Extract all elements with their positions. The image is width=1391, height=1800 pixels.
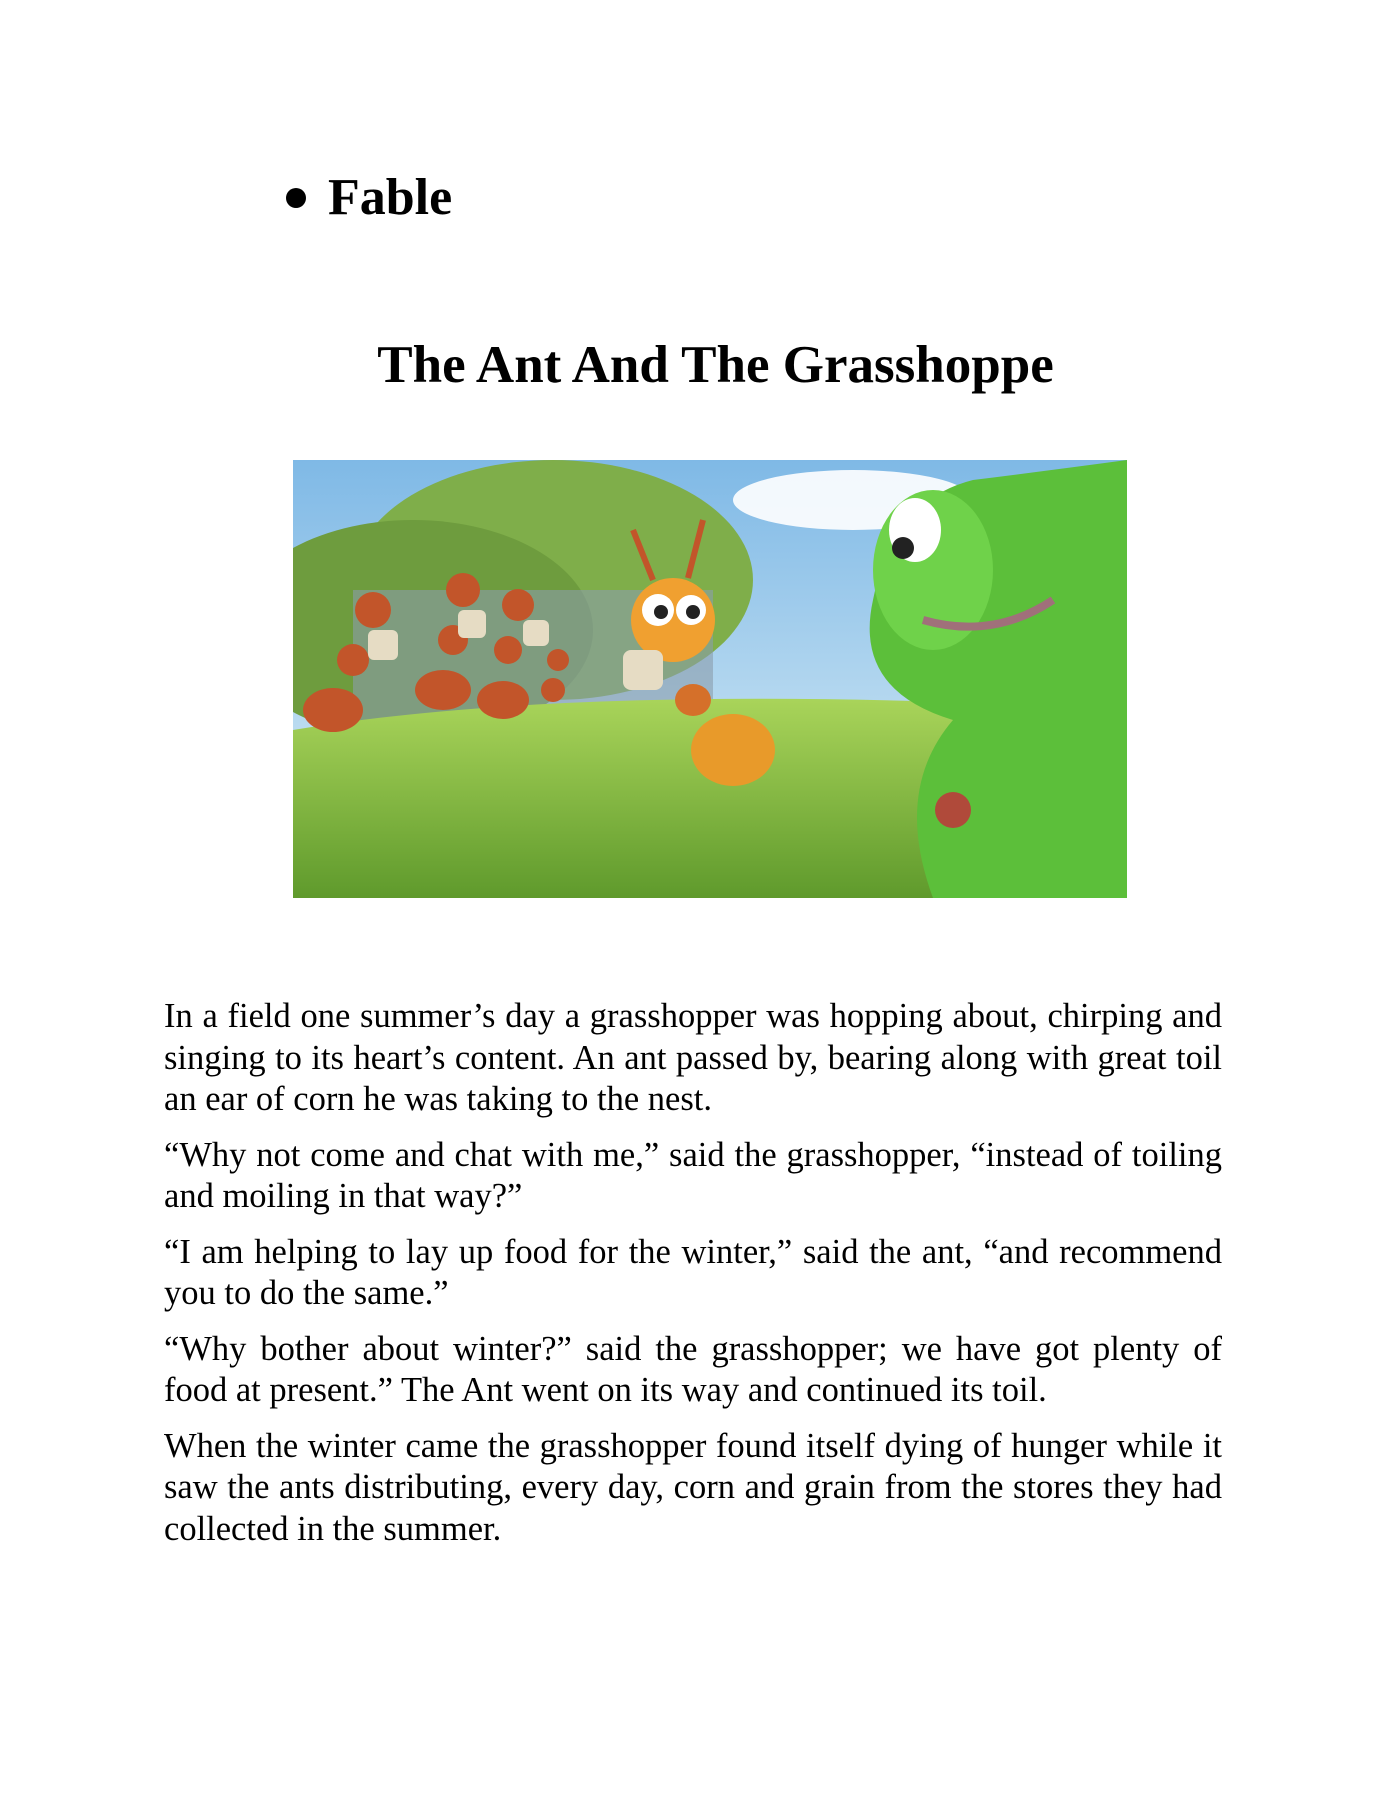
story-title: The Ant And The Grasshoppe	[377, 336, 1054, 394]
story-paragraph: When the winter came the grasshopper found itself dying of hunger while it saw the ants distributing, every day, corn and grain from the stores they had collected in the summer.	[164, 1426, 1222, 1548]
story-paragraph: In a field one summer’s day a grasshopper was hopping about, chirping and singing to its heart’s content. An ant passed by, bearing along with great toil an ear of corn he was taking to the nest.	[164, 997, 1222, 1118]
section-heading-label: Fable	[328, 169, 453, 226]
bullet-icon	[286, 188, 306, 208]
story-illustration	[293, 460, 1127, 898]
story-paragraph: “I am helping to lay up food for the winter,” said the ant, “and recommend you to do the same.”	[164, 1232, 1222, 1312]
story-paragraph: “Why bother about winter?” said the grasshopper; we have got plenty of food at present.” The Ant went on its way and continued its toil.	[164, 1329, 1222, 1409]
section-heading	[286, 168, 452, 228]
ant-grasshopper-image	[293, 460, 1127, 898]
story-paragraph: “Why not come and chat with me,” said the grasshopper, “instead of toiling and moiling in that way?”	[164, 1135, 1222, 1215]
story-body	[164, 996, 1222, 1564]
